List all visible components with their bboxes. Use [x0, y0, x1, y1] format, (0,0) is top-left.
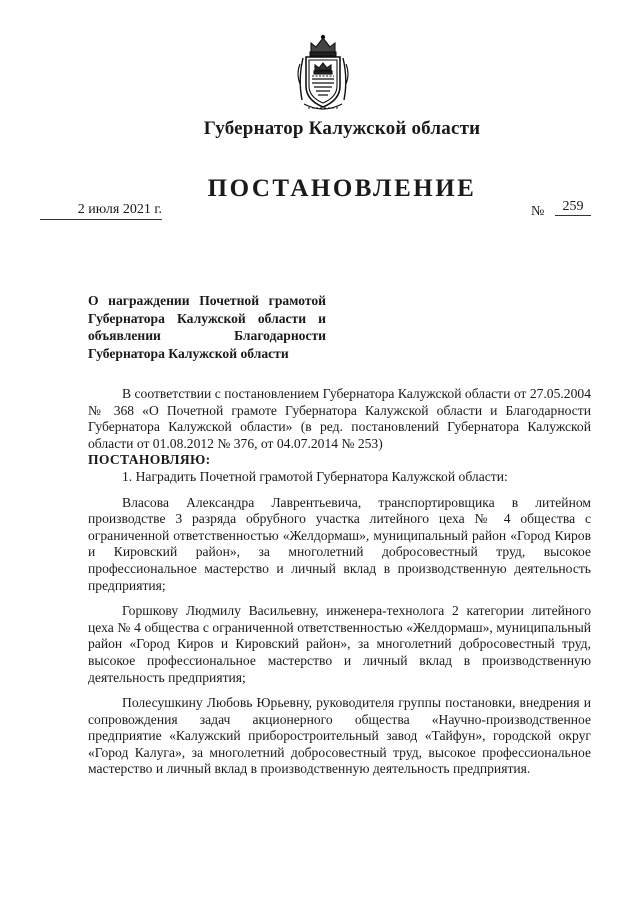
document-date: 2 июля 2021 г. — [40, 202, 162, 220]
document-number: 259 — [555, 199, 591, 216]
awardee-paragraph: Власова Александра Лаврентьевича, транспортировщика в литейном производстве 3 разряда обрубного участка литейного цеха № 4 общества с ограниченной ответственностью «Желдормаш», муниципальный район «Город Киров и Кировский район», за многолетний добросовестный труд, высокое профессиональное мастерство и личный вклад в производственную деятельность предприятия; — [88, 494, 591, 593]
coat-of-arms-emblem — [294, 34, 352, 112]
document-subject: О награждении Почетной грамотой Губернатора Калужской области и объявлении Благодарности Губернатора Калужской области — [88, 293, 326, 361]
number-sign: № — [531, 204, 545, 219]
document-body — [88, 386, 591, 778]
preamble-paragraph — [88, 386, 591, 452]
resolve-line: ПОСТАНОВЛЯЮ: — [88, 452, 211, 468]
preamble-text: В соответствии с постановлением Губернатора Калужской области от 27.05.2004 № 368 «О Почетной грамоте Губернатора Калужской области и Благодарности Губернатора Калужской области» (в ред. постановлений Губернатора Калужской области от 01.08.2012 № 376, от 04.07.2014 № 253) — [88, 386, 591, 451]
awardee-paragraph: Полесушкину Любовь Юрьевну, руководителя группы постановки, внедрения и сопровождения задач акционерного общества «Научно-производственное предприятие «Калужский приборостроительный завод «Тайфун», городской округ «Город Калуга», за многолетний добросовестный труд, высокое профессиональное мастерство и личный вклад в производственную деятельность предприятия. — [88, 695, 591, 777]
award-item-heading: 1. Наградить Почетной грамотой Губернатора Калужской области: — [122, 468, 508, 484]
issuing-authority-heading: Губернатор Калужской области — [203, 118, 481, 139]
document-type-title: ПОСТАНОВЛЕНИЕ — [207, 175, 477, 202]
awardee-paragraph: Горшкову Людмилу Васильевну, инженера-технолога 2 категории литейного цеха № 4 общества с ограниченной ответственностью «Желдормаш», муниципальный район «Город Киров и Кировский район», за многолетний добросовестный труд, высокое профессиональное мастерство и личный вклад в производственную деятельность предприятия; — [88, 603, 591, 685]
